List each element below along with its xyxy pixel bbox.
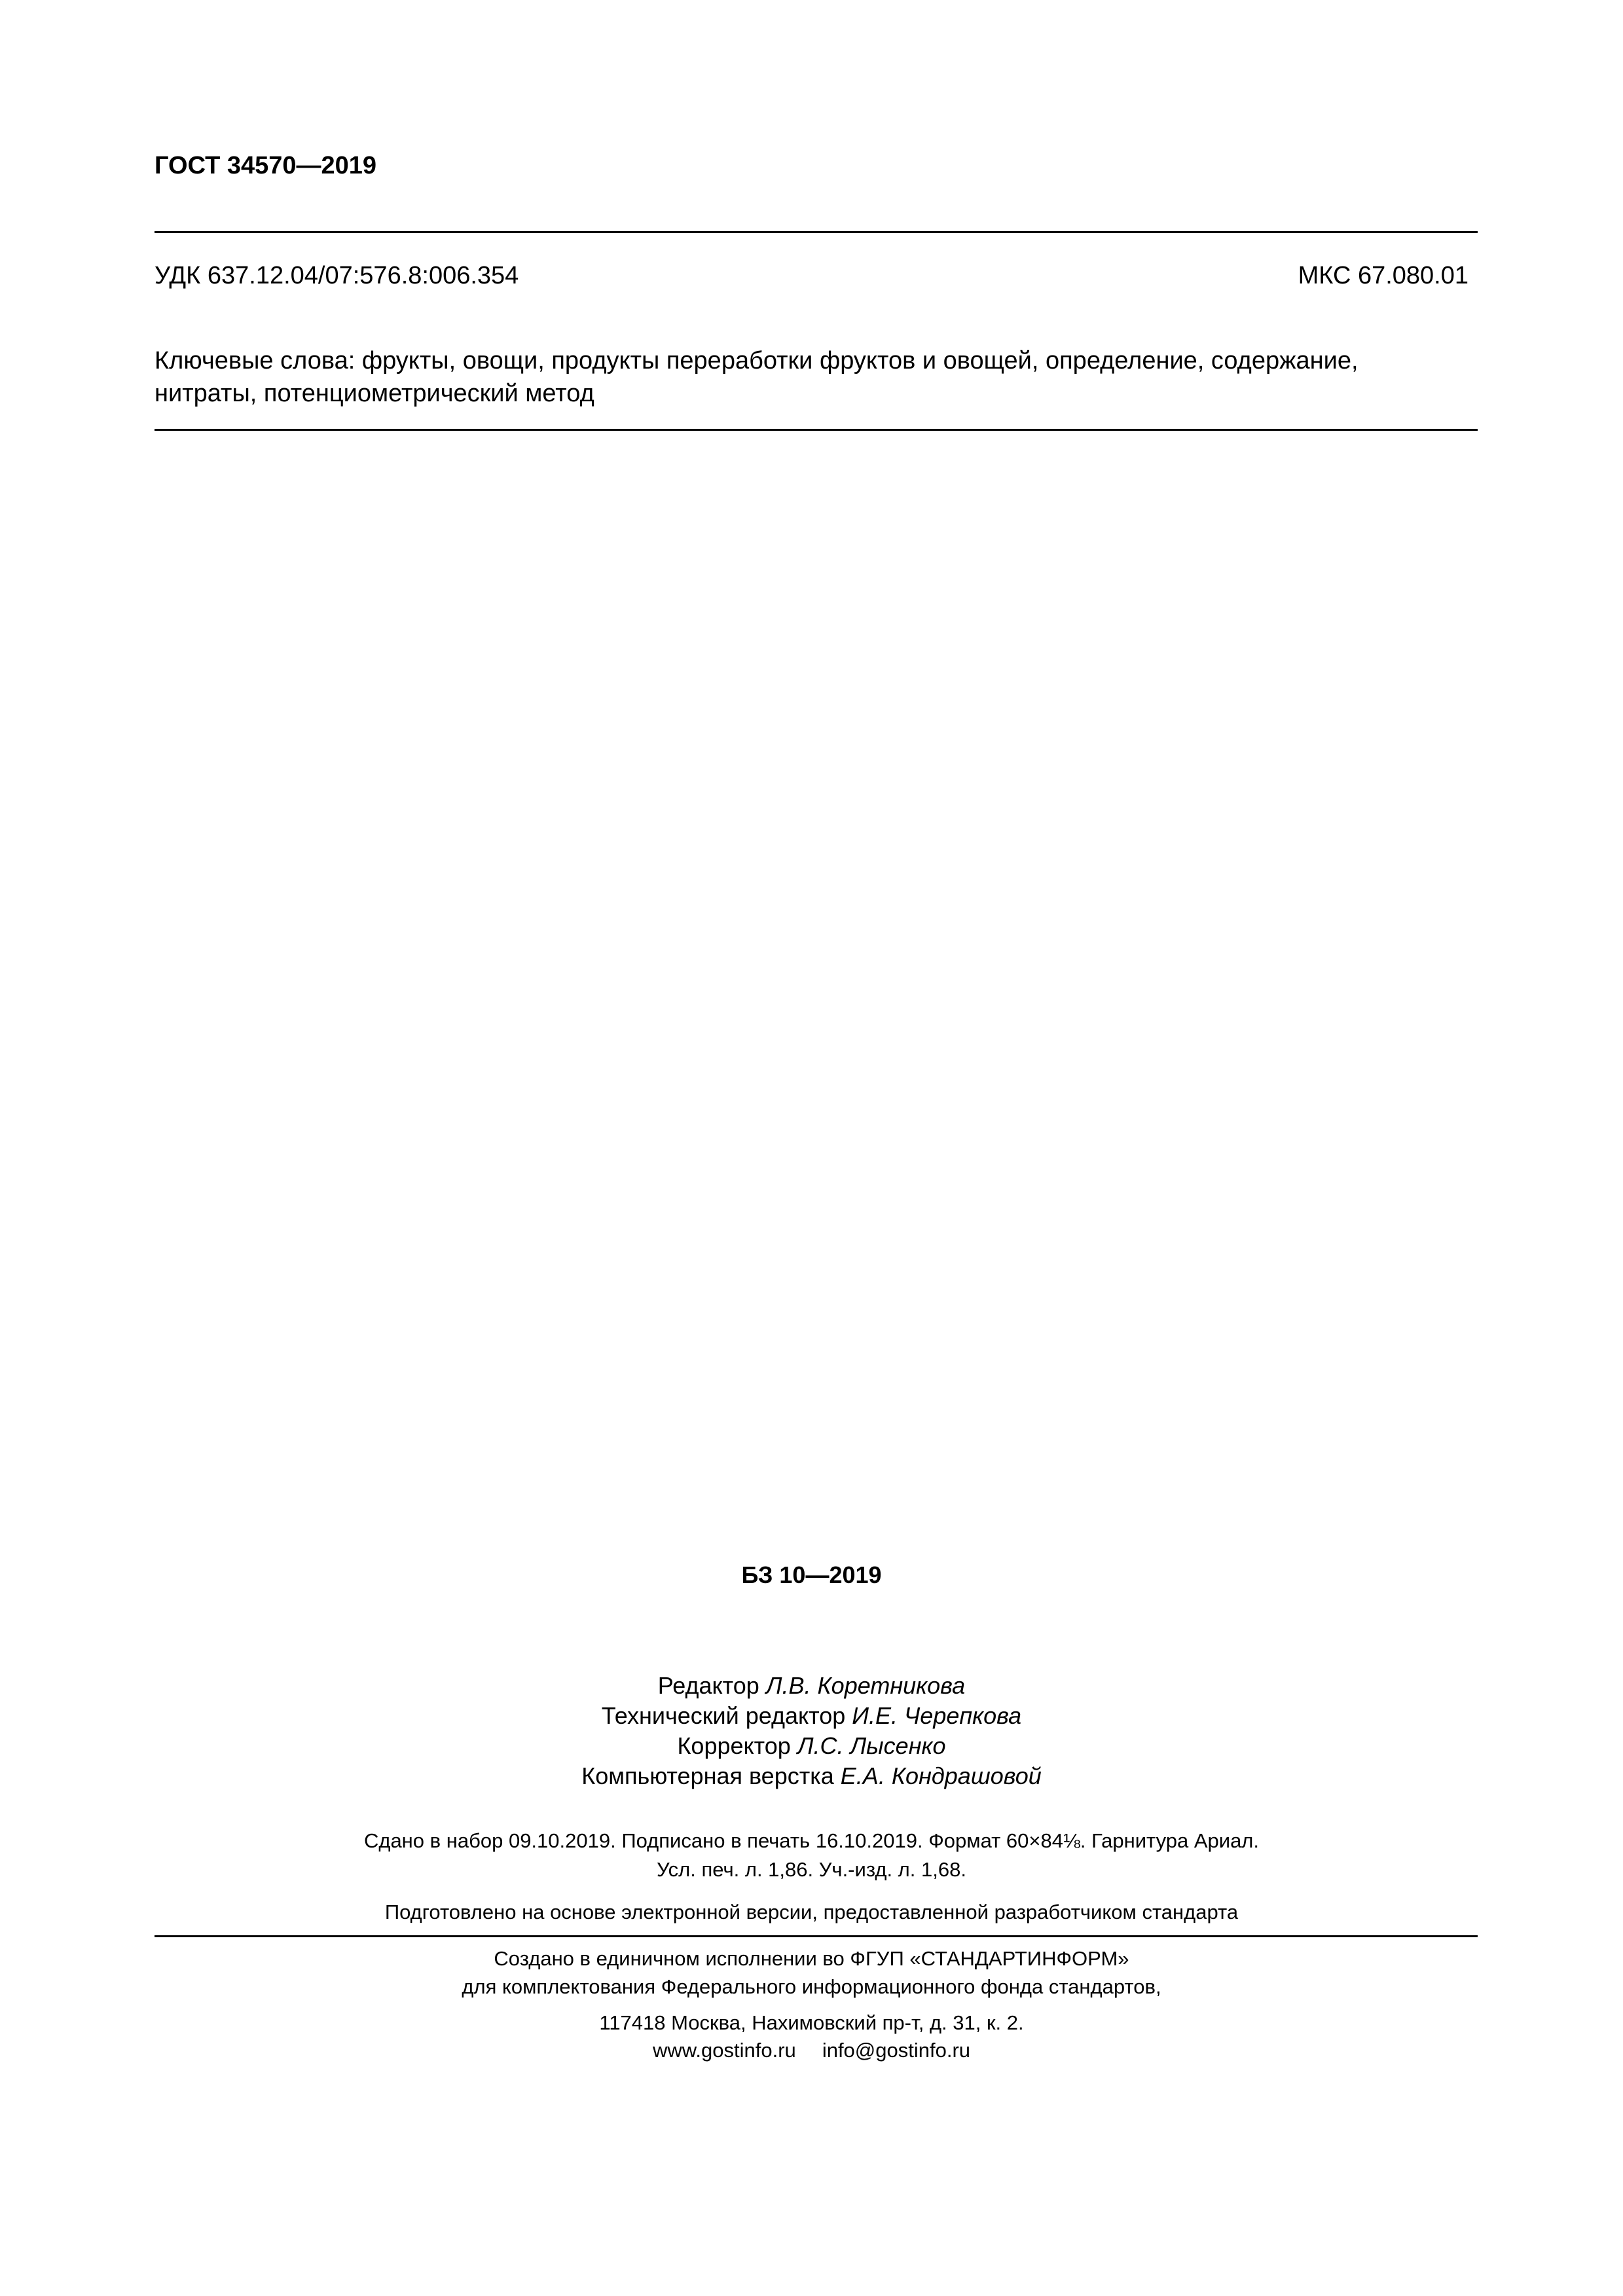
credit-role: Редактор xyxy=(657,1672,759,1699)
credit-role: Технический редактор xyxy=(601,1702,846,1729)
publisher-divider xyxy=(155,1935,1478,1937)
prepared-note: Подготовлено на основе электронной версии, предоставленной разработчиком стандарта xyxy=(384,1901,1239,1923)
publisher-address: 117418 Москва, Нахимовский пр-т, д. 31, к. 2. xyxy=(599,2011,1024,2034)
credit-layout xyxy=(0,1761,1623,1791)
credit-name: Е.А. Кондрашовой xyxy=(840,1762,1042,1789)
print-info-line-2: Усл. печ. л. 1,86. Уч.-изд. л. 1,68. xyxy=(657,1858,966,1881)
mks-code: МКС 67.080.01 xyxy=(1298,262,1468,289)
credit-name: И.Е. Черепкова xyxy=(852,1702,1022,1729)
print-info-line-1: Сдано в набор 09.10.2019. Подписано в печать 16.10.2019. Формат 60×84⅛. Гарнитура Ариал. xyxy=(363,1829,1260,1852)
website-link[interactable]: www.gostinfo.ru xyxy=(652,2039,796,2062)
credit-role: Компьютерная верстка xyxy=(581,1762,834,1789)
udk-code: УДК 637.12.04/07:576.8:006.354 xyxy=(155,262,519,289)
credit-role: Корректор xyxy=(677,1732,791,1759)
publisher-line-1: Создано в единичном исполнении во ФГУП «СТАНДАРТИНФОРМ» xyxy=(494,1947,1129,1970)
credit-proofreader xyxy=(0,1731,1623,1761)
credit-editor xyxy=(0,1671,1623,1701)
credit-name: Л.В. Коретникова xyxy=(765,1672,966,1699)
top-divider xyxy=(155,231,1478,233)
keywords-block xyxy=(155,344,1478,410)
keywords-divider xyxy=(155,429,1478,431)
email-link[interactable]: info@gostinfo.ru xyxy=(822,2039,971,2062)
publisher-contacts xyxy=(0,2036,1623,2064)
publisher-line-2: для комплектования Федерального информационного фонда стандартов, xyxy=(462,1975,1161,1998)
keywords-line-2: нитраты, потенциометрический метод xyxy=(155,380,594,407)
document-title: ГОСТ 34570—2019 xyxy=(155,152,377,179)
credit-technical-editor xyxy=(0,1701,1623,1731)
credit-name: Л.С. Лысенко xyxy=(797,1732,946,1759)
bz-number: БЗ 10—2019 xyxy=(741,1561,882,1588)
keywords-line-1: Ключевые слова: фрукты, овощи, продукты переработки фруктов и овощей, определение, содержание, xyxy=(155,347,1359,374)
